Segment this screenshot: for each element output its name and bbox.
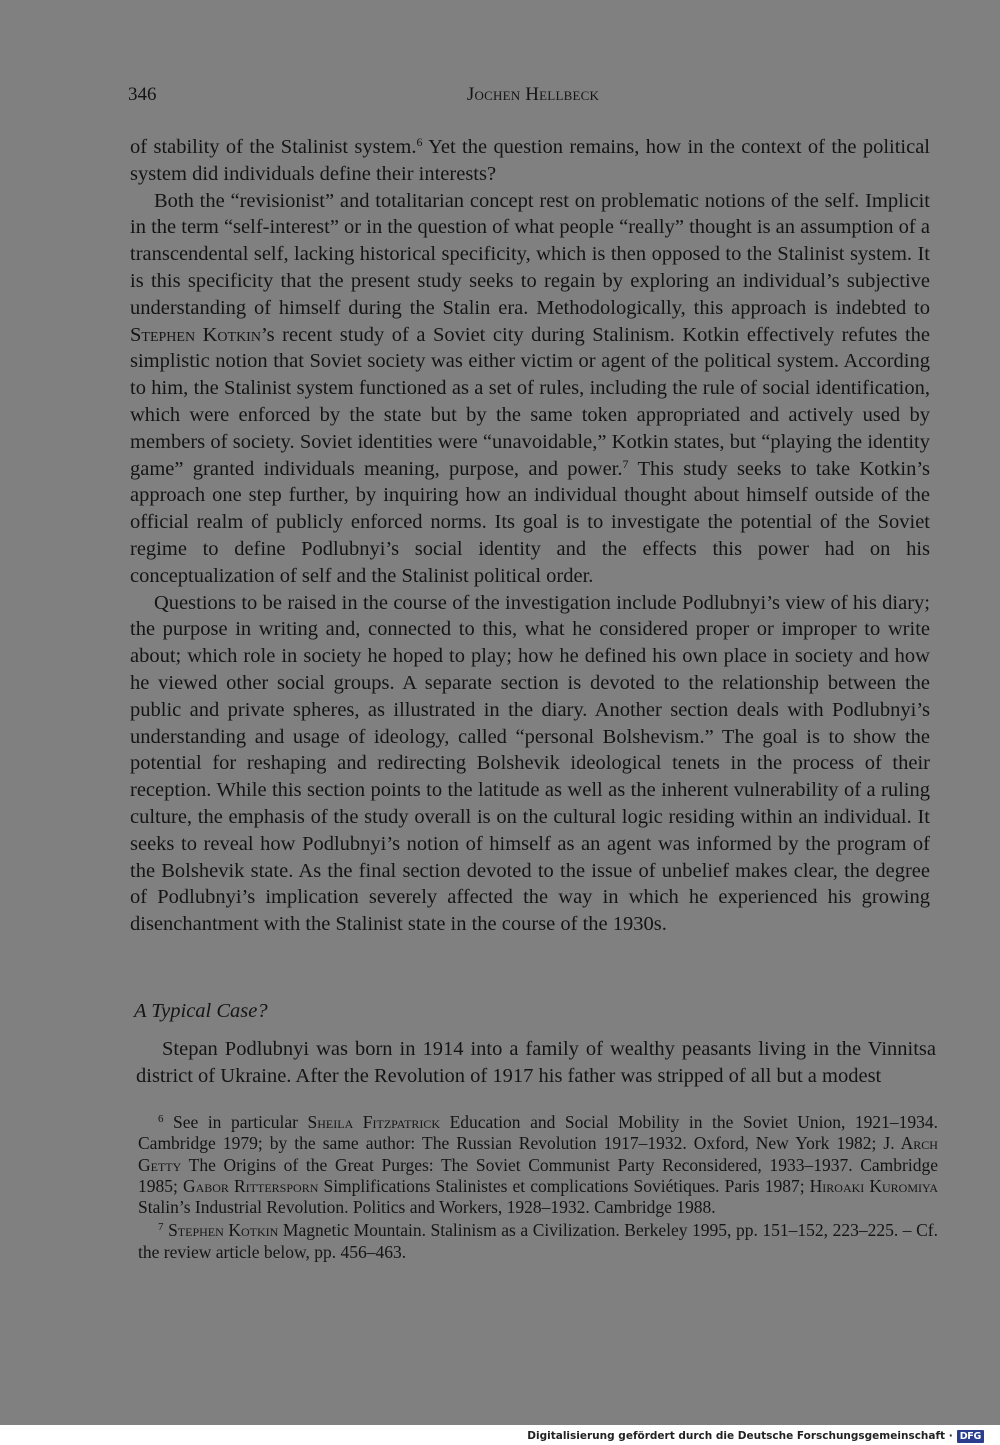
author-name: J. Arch Getty	[138, 1133, 938, 1175]
footnote-mark: 6	[158, 1113, 164, 1125]
footnote-7: $^7$ Stephen Kotkin Magnetic Mountain. Stalinism as a Civilization. Berkeley 1995, pp. 151–152, 223–225. – Cf. the review article below, pp. 456–463.	[138, 1220, 938, 1262]
section-heading: A Typical Case?	[134, 1000, 268, 1022]
footnote-mark: 7	[158, 1221, 164, 1234]
section-paragraph: Stepan Podlubnyi was born in 1914 into a family of wealthy peasants living in the Vinnitsa district of Ukraine. After the Revolution of 1917 his father was stripped of all but a modest	[136, 1038, 936, 1087]
page-header	[128, 84, 938, 112]
footnotes	[138, 1112, 938, 1265]
paragraph-1: of stability of the Stalinist system.$^6$ Yet the question remains, how in the context of the political system did individuals define their interests?	[130, 135, 931, 185]
funding-banner	[527, 1427, 984, 1445]
body-text	[130, 134, 930, 938]
footnote-6: $^6$ See in particular Sheila Fitzpatrick Education and Social Mobility in the Soviet Union, 1921–1934. Cambridge 1979; by the same author: The Russian Revolution 1917–1932. Oxford, New York 1982; J. Arch Getty The Origins of the Great Purges: The Soviet Communist Party Reconsidered, 1933–1937. Cambridge 1985; Gabor Rittersporn Simplifications Stalinistes et complications Soviétiques. Paris 1987; Hiroaki Kuromiya Stalin’s Industrial Revolution. Politics and Workers, 1928–1932. Cambridge 1988.	[138, 1112, 938, 1218]
author-name: Gabor Rittersporn	[182, 1175, 319, 1196]
author-name: Hiroaki Kuromiya	[809, 1175, 938, 1196]
running-head: Jochen Hellbeck	[466, 84, 600, 105]
paragraph-2: Both the “revisionist” and totalitarian concept rest on problematic notions of the self. Implicit in the term “self-interest” or in the question of what people “really” thought is an assumption of a transcendental self, lacking historical specificity, which is then opposed to the Stalinist system. It is this specificity that the present study seeks to regain by exploring an individual’s subjective understanding of himself during the Stalin era. Methodologically, this approach is indebted to Stephen Kotkin’s recent study of a Soviet city during Stalinism. Kotkin effectively refutes the simplistic notion that Soviet society was either victim or agent of the political system. According to him, the Stalinist system functioned as a set of rules, including the rule of social identification, which were enforced by the state but by the same token appropriated and actively used by members of society. Soviet identities were “unavoidable,” Kotkin states, but “playing the identity game” granted individuals meaning, purpose, and power.$^7$ This study seeks to take Kotkin’s approach one step further, by inquiring how an individual thought about himself outside of the official realm of publicly enforced norms. Its goal is to investigate the potential of the Soviet regime to define Podlubnyi’s social identity and the effects this power had on his conceptualization of self and the Stalinist political order.	[130, 189, 930, 587]
author-name: Stephen Kotkin	[130, 323, 261, 346]
footnote-ref-7[interactable]: 7	[622, 456, 629, 471]
dfg-logo-icon: DFG	[957, 1430, 984, 1443]
page-number: 346	[128, 84, 157, 105]
author-name: Stephen Kotkin	[168, 1220, 279, 1241]
funding-text: Digitalisierung gefördert durch die Deutsche Forschungsgemeinschaft ·	[527, 1430, 953, 1442]
paragraph-3: Questions to be raised in the course of the investigation include Podlubnyi’s view of his diary; the purpose in writing and, connected to this, what he considered proper or improper to write about; which role in society he hoped to play; how he defined his own place in society and how he viewed other social groups. A separate section is devoted to the relationship between the public and private spheres, as illustrated in the diary. Another section deals with Podlubnyi’s understanding and usage of ideology, called “personal Bolshevism.” The goal is to show the potential for reshaping and redirecting Bolshevik ideological tenets in the process of their reception. While this section points to the latitude as well as the inherent vulnerability of a ruling culture, the emphasis of the study overall is on the cultural logic residing within an individual. It seeks to reveal how Podlubnyi’s notion of himself as an agent was informed by the program of the Bolshevik state. As the final section devoted to the issue of unbelief makes clear, the degree of Podlubnyi’s implication severely affected the way in which he experienced his growing disenchantment with the Stalinist state in the course of the 1930s.	[130, 591, 930, 936]
author-name: Sheila Fitzpatrick	[307, 1112, 441, 1132]
footnote-ref-6[interactable]: 6	[416, 135, 423, 149]
